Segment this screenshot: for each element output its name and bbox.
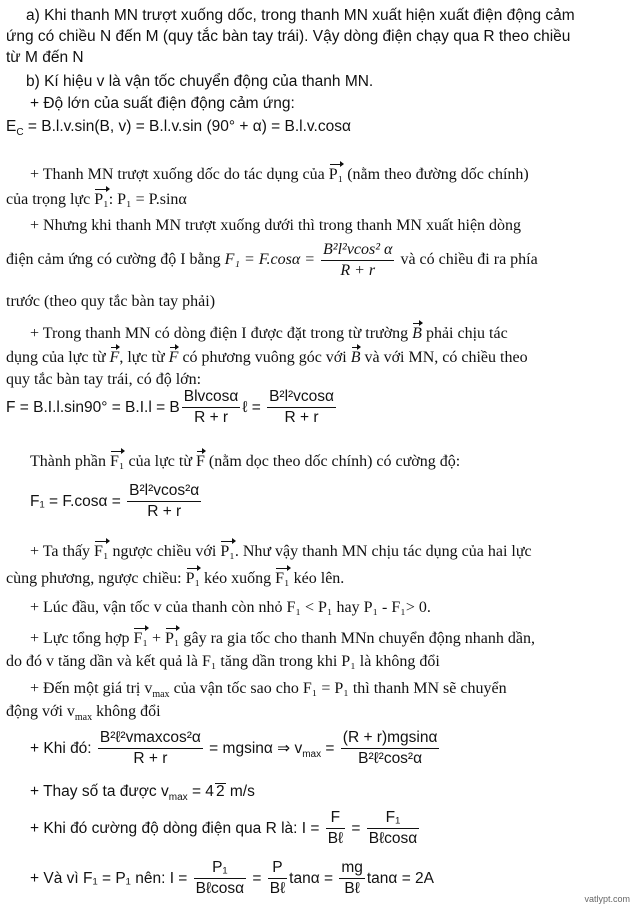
vector-b: B — [351, 346, 361, 366]
para-p5-line2: cùng phương, ngược chiều: P₁ kéo xuống F₁ kéo lên. — [6, 567, 640, 589]
para-p5-line1: + Ta thấy F₁ ngược chiều với P₁. Như vậy thanh MN chịu tác dụng của hai lực — [30, 540, 640, 562]
vector-f: F — [169, 346, 179, 366]
fraction-current: $\frac{\text{B²l²vcos² α}}{R + r}$ — [323, 240, 393, 279]
para-p1-line2: của trọng lực P₁: P₁ = P.sinα — [6, 188, 640, 210]
vector-f: F — [196, 450, 205, 470]
fraction-i-4: $\frac{P}{\text{Bℓ}}$ — [269, 859, 286, 898]
vector-p1: P₁ — [94, 188, 108, 208]
fraction-vmax-rhs: $\frac{(R + r)mgsin\alpha}{\text{B²ℓ²cos²α}}$ — [342, 729, 438, 768]
para-a-line3: từ M đến N — [6, 49, 84, 66]
vector-f1: F₁ — [94, 540, 108, 560]
para-p1-line1: + Thanh MN trượt xuống dốc do tác dụng của P₁ (nằm theo đường dốc chính) — [30, 163, 640, 185]
para-p3-line2: dụng của lực từ F, lực từ F có phương vuông góc với B và với MN, có chiều theo — [6, 346, 640, 368]
fraction-i-2: $\frac{\text{F₁}}{\text{Bℓcosα}}$ — [368, 809, 418, 848]
fraction-i-3: $\frac{\text{P₁}}{\text{Bℓcosα}}$ — [195, 859, 245, 898]
vector-f: F — [110, 346, 120, 366]
fraction-force-2: $\frac{\text{B²l²vcosα}}{R + r}$ — [269, 388, 335, 427]
watermark: vatlypt.com — [584, 894, 630, 904]
fraction-vmax-lhs: $\frac{\text{B²ℓ²vmaxcos²α}}{R + r}$ — [99, 729, 201, 768]
fraction-f1: $\frac{\text{B²l²vcos²α}}{R + r}$ — [129, 482, 200, 521]
para-p8-line1: + Đến một giá trị $v_{max}$ của vận tốc sao cho F₁ = P₁ thì thanh MN sẽ chuyển — [30, 680, 507, 701]
para-p2-line2: điện cảm ứng có cường độ I bằng F₁ = F.cosα = $\frac{\text{B²l²vcos² α}}{R + r}$ và có chiều đi ra phía — [6, 240, 538, 279]
para-p10: + Thay số ta được $v_{max} = 4$ 2 m/s — [30, 783, 255, 804]
para-p8-line2: động với $v_{max}$ không đổi — [6, 703, 161, 724]
vector-p1: P₁ — [220, 540, 234, 560]
vector-f1: F₁ — [133, 627, 147, 647]
fraction-force-1: $\frac{\text{Blvcosα}}{R + r}$ — [183, 388, 239, 427]
para-p12: + Và vì F₁ = P₁ nên: I = $\frac{\text{P₁}}{\text{Bℓcosα}}$ = $\frac{P}{\text{Bℓ}}$ tanα = $\frac{mg}{\text{Bℓ}}$ tanα = 2A — [30, 859, 435, 898]
sqrt-symbol: 2 — [215, 783, 225, 800]
vector-p1: P₁ — [165, 627, 179, 647]
para-p11: + Khi đó cường độ dòng điện qua R là: I = $\frac{F}{\text{Bℓ}}$ = $\frac{\text{F₁}}{\text{Bℓcosα}}$ — [30, 809, 418, 848]
para-a-line1: a) Khi thanh MN trượt xuống dốc, trong thanh MN xuất hiện xuất điện động cảm — [26, 7, 575, 24]
vector-f1: F₁ — [110, 450, 124, 470]
equation-force: F = B.I.l.sin90° = B.I.l = B $\frac{\text{Blvcosα}}{R + r}$ ℓ = $\frac{\text{B²l²vcosα}}{R + r}$ — [6, 388, 335, 427]
equation-f1: F₁ = F.cosα = $\frac{\text{B²l²vcos²α}}{R + r}$ — [30, 482, 200, 521]
para-p7-line2: do đó v tăng dần và kết quả là F₁ tăng dần trong khi P₁ là không đổi — [6, 653, 440, 670]
para-p2-line3: trước (theo quy tắc bàn tay phải) — [6, 293, 216, 310]
para-b-line2: + Độ lớn của suất điện động cảm ứng: — [30, 95, 295, 112]
para-p6: + Lúc đầu, vận tốc v của thanh còn nhỏ F₁ < P₁ hay P₁ - F₁> 0. — [30, 599, 431, 616]
equation-emf: $E_C = B.l.v.\sin(B$, v) = B.l.v.sin (90° + α) = B.l.v.cosα — [6, 118, 351, 139]
vector-f1: F₁ — [275, 567, 289, 587]
equation-vmax: + Khi đó: $\frac{\text{B²ℓ²vmaxcos²α}}{R + r}$ = mgsinα ⇒ $v_{max}$ = $\frac{(R + r)mgsin\alpha}{\text{B²ℓ²cos²α}}$ — [30, 729, 438, 768]
para-p3-line3: quy tắc bàn tay trái, có độ lớn: — [6, 371, 202, 388]
vector-p1: P₁ — [186, 567, 200, 587]
para-a-line2: ứng có chiều N đến M (quy tắc bàn tay trái). Vậy dòng điện chạy qua R theo chiều — [6, 28, 571, 45]
vector-p1: P₁ — [329, 163, 343, 183]
vector-b: B — [412, 322, 422, 342]
para-p4-line1: Thành phần F₁ của lực từ F (nằm dọc theo dốc chính) có cường độ: — [30, 450, 640, 472]
para-b-line1: b) Kí hiệu v là vận tốc chuyển động của thanh MN. — [26, 73, 374, 90]
fraction-i-1: $\frac{F}{\text{Bℓ}}$ — [327, 809, 344, 848]
fraction-i-5: $\frac{mg}{\text{Bℓ}}$ — [341, 859, 363, 898]
para-p2-line1: + Nhưng khi thanh MN trượt xuống dưới thì trong thanh MN xuất hiện dòng — [30, 217, 522, 234]
para-p7-line1: + Lực tổng hợp F₁ + P₁ gây ra gia tốc cho thanh MNn chuyển động nhanh dần, — [30, 627, 640, 649]
para-p3-line1: + Trong thanh MN có dòng điện I được đặt trong từ trường B phải chịu tác — [30, 322, 640, 344]
